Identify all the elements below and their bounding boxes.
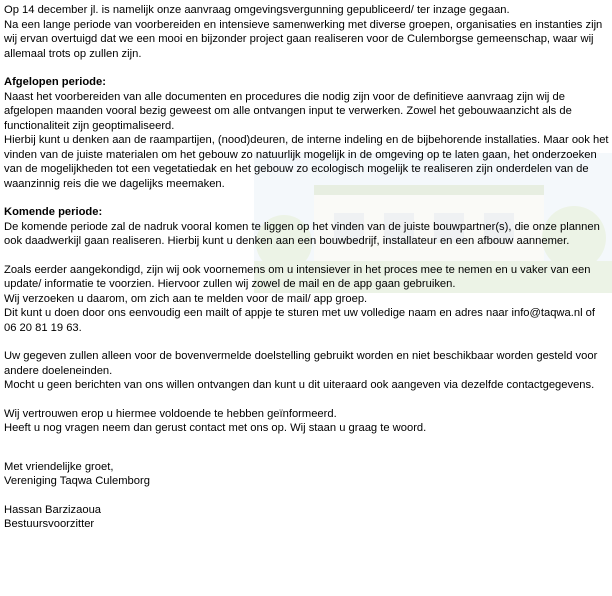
signature-organization: Vereniging Taqwa Culemborg [4,475,150,487]
announcement-line-2: Wij verzoeken u daarom, om zich aan te melden voor de mail/ app groep. [4,292,368,305]
letter-body [4,3,609,532]
privacy-line-1: Uw gegeven zullen alleen voor de bovenvermelde doelstelling gebruikt worden en niet beschikbaar worden gesteld voor andere doeleneinden. [4,350,598,377]
past-period-heading: Afgelopen periode: [4,76,106,88]
signature-title: Bestuursvoorzitter [4,518,95,530]
signature-block [4,460,609,532]
privacy-line-2: Mocht u geen berichten van ons willen ontvangen dan kunt u dit uiteraard ook aangeven via dezelfde contactgegevens. [4,379,595,391]
future-period-paragraph: De komende periode zal de nadruk vooral komen te liggen op het vinden van de juiste bouwpartner(s), die onze plannen ook daadwerkijl gaan realiseren. Hierbij kunt u denken aan een bouwbedrijf, installateur en een afbouw aannemer. [4,220,600,247]
intro-line-2: Na een lange periode van voorbereiden en intensieve samenwerking met diverse groepen, organisaties en instanties zijn wij ervan overtuigd dat we een mooi en bijzonder project gaan realiseren voor de Culemborgse gemeenschap, waar wij allemaal trots op zullen zijn. [4,18,603,60]
closing-line-2: Heeft u nog vragen neem dan gerust contact met ons op. Wij staan u graag te woord. [4,422,427,434]
future-period-heading: Komende periode: [4,206,103,218]
announcement-line-3: Dit kunt u doen door ons eenvoudig een mailt of appje te sturen met uw volledige naam en adres naar info@taqwa.nl of 06 20 81 19 63. [4,307,595,334]
closing-line-1: Wij vertrouwen erop u hiermee voldoende te hebben geïnformeerd. [4,407,337,420]
past-period-paragraph-1: Naast het voorbereiden van alle documenten en procedures die nodig zijn voor de definitieve aanvraag zijn wij de afgelopen maanden vooral bezig geweest om alle ontvangen input te verwerken. Zowel het gebouwaanzicht als de functionaliteit zijn geoptimaliseerd. [4,90,572,132]
signature-name: Hassan Barzizaoua [4,503,102,516]
signature-greeting: Met vriendelijke groet, [4,460,114,473]
letter-page [4,3,609,532]
announcement-line-1: Zoals eerder aangekondigd, zijn wij ook voornemens om u intensiever in het proces mee te nemen en u vaker van een update/ informatie te voorzien. Hiervoor zullen wij zowel de mail en de app gaan gebruiken. [4,263,591,290]
past-period-paragraph-2: Hierbij kunt u denken aan de raampartijen, (nood)deuren, de interne indeling en de bijbehorende installaties. Maar ook het vinden van de juiste materialen om het gebouw zo natuurlijk mogelijk in de omgeving op te laten gaan, het onderzoeken van de mogelijkheden tot een vegetatiedak en het gebouw zo ecologisch mogelijk te realiseren zijn onderdelen van de waanzinnig reis die we dagelijks meemaken. [4,134,609,190]
intro-line-1: Op 14 december jl. is namelijk onze aanvraag omgevingsvergunning gepubliceerd/ ter inzage gegaan. [4,4,510,16]
